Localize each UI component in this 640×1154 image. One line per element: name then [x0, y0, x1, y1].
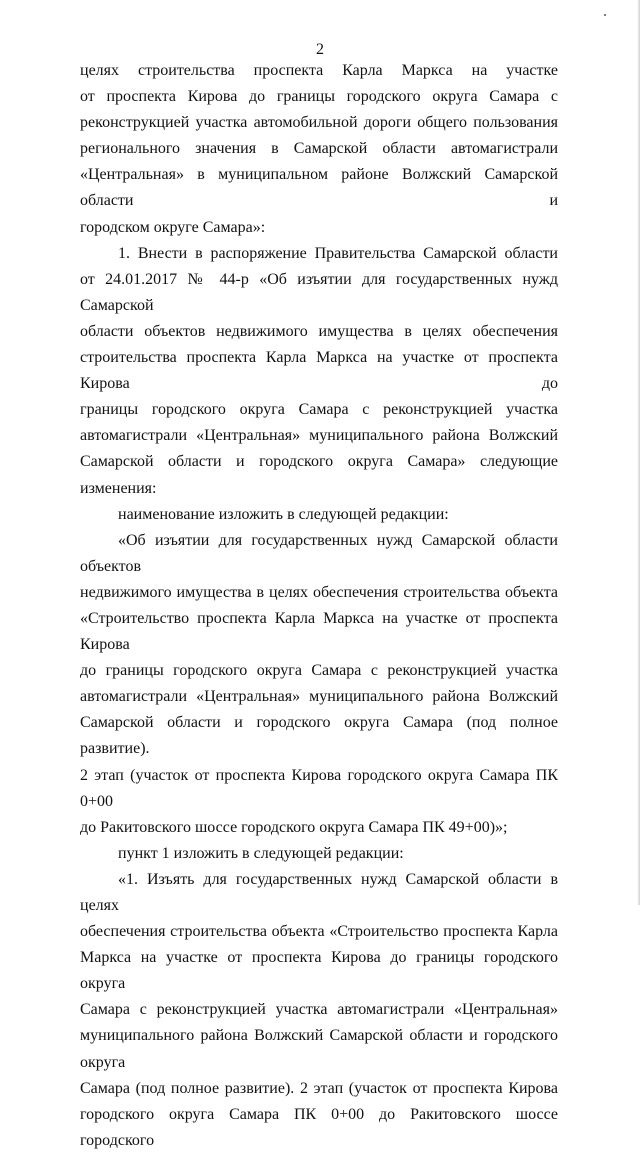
- text-line: «1. Изъять для государственных нужд Самарской области в целях: [80, 870, 558, 914]
- text-line: городском округе Самара»:: [80, 218, 266, 236]
- text-line: городского округа Самара ПК 0+00 до Ракитовского шоссе городского: [80, 1105, 558, 1149]
- text-line: Самара (под полное развитие). 2 этап (участок от проспекта Кирова: [80, 1079, 558, 1097]
- text-line: обеспечения строительства объекта «Строительство проспекта Карла: [80, 923, 558, 941]
- text-line: автомагистрали «Центральная» муниципального района Волжский: [80, 427, 558, 445]
- text-line: пункт 1 изложить в следующей редакции:: [118, 844, 404, 862]
- text-line: от проспекта Кирова до границы городского округа Самара с: [80, 88, 558, 106]
- text-line: муниципального района Волжский Самарской области и городского округа: [80, 1027, 558, 1071]
- text-line: наименование изложить в следующей редакции:: [118, 505, 449, 523]
- text-line: до Ракитовского шоссе городского округа Самара ПК 49+00)»;: [80, 818, 508, 836]
- text-line: Самара с реконструкцией участка автомагистрали «Центральная»: [80, 1001, 558, 1019]
- text-line: 1. Внести в распоряжение Правительства Самарской области: [118, 244, 558, 262]
- text-line: 2 этап (участок от проспекта Кирова городского округа Самара ПК 0+00: [80, 766, 558, 810]
- text-line: «Об изъятии для государственных нужд Самарской области объектов: [80, 531, 558, 575]
- page-number: 2: [316, 41, 324, 58]
- text-line: до границы городского округа Самара с реконструкцией участка: [80, 662, 558, 680]
- text-line: «Центральная» в муниципальном районе Волжский Самарской области и: [80, 166, 558, 210]
- text-line: Самарской области и городского округа Самара» следующие изменения:: [80, 453, 558, 497]
- text-line: от 24.01.2017 № 44-р «Об изъятии для государственных нужд Самарской: [80, 270, 558, 314]
- document-body: [80, 58, 558, 1154]
- scan-speck: [604, 14, 606, 16]
- text-line: автомагистрали «Центральная» муниципального района Волжский: [80, 688, 558, 706]
- text-line: «Строительство проспекта Карла Маркса на участке от проспекта Кирова: [80, 609, 558, 654]
- text-line: реконструкцией участка автомобильной дороги общего пользования: [80, 114, 558, 132]
- text-line: Самарской области и городского округа Самара (под полное развитие).: [80, 714, 558, 758]
- text-line: регионального значения в Самарской области автомагистрали: [80, 140, 558, 158]
- text-line: границы городского округа Самара с реконструкцией участка: [80, 401, 558, 419]
- text-line: строительства проспекта Карла Маркса на участке от проспекта Кирова до: [80, 349, 558, 393]
- text-line: целях строительства проспекта Карла Маркса на участке: [80, 62, 558, 79]
- text-line: Маркса на участке от проспекта Кирова до границы городского округа: [80, 949, 558, 993]
- text-line: области объектов недвижимого имущества в целях обеспечения: [80, 322, 558, 340]
- text-line: недвижимого имущества в целях обеспечения строительства объекта: [80, 583, 558, 601]
